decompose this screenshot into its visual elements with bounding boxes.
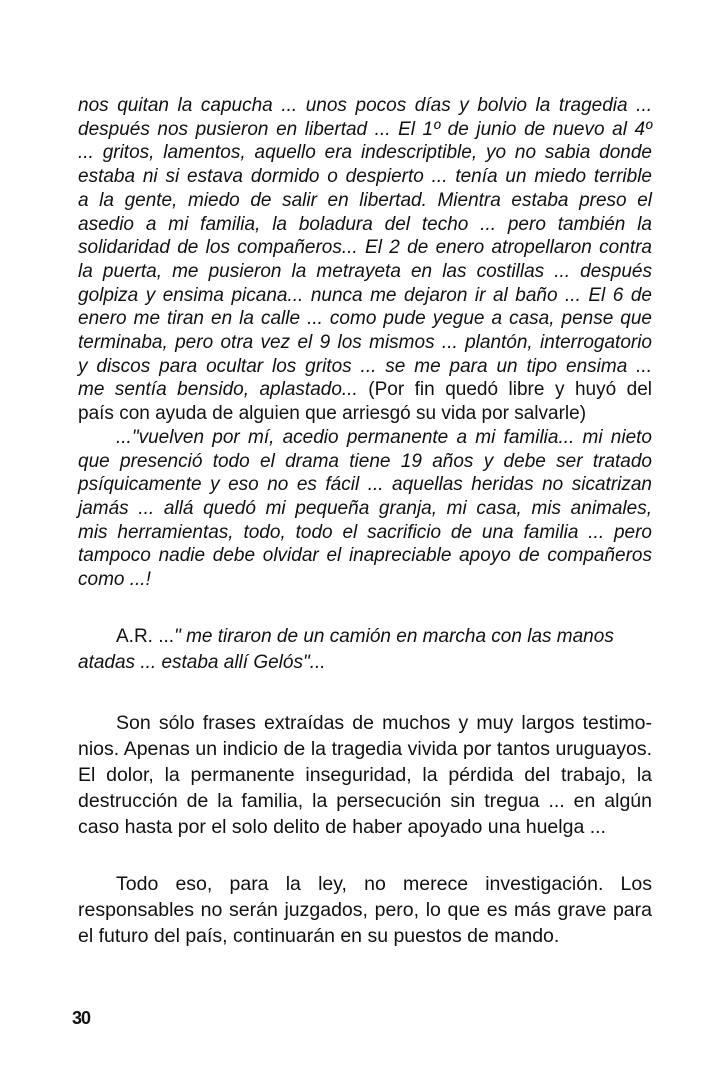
testimony-line: y discos para ocultar los gritos ... se me para un tipo ensima ... — [78, 355, 652, 377]
testimony-line: terminaba, pero otra vez el 9 los mismos ... plantón, interrogatorio — [78, 332, 652, 354]
testimony-line: tampoco nadie debe olvidar el inapreciable apoyo de compañeros — [78, 545, 652, 567]
paragraph-line: Todo eso, para la ley, no merece investigación. Los — [116, 872, 652, 895]
testimony-line: jamás ... allá quedó mi pequeña granja, mi casa, mis animales, — [78, 497, 652, 519]
testimony-line: ... gritos, lamentos, aquello era indescriptible, yo no sabia donde — [78, 142, 652, 164]
editor-note-start: (Por fin quedó libre y huyó del — [368, 379, 653, 401]
testimony-line: estaba ni si estava dormido o despierto ... tenía un miedo terrible — [78, 166, 652, 188]
ar-testimony-line — [78, 624, 652, 650]
testimony-line: ..."vuelven por mí, acedio permanente a mi familia... mi nieto — [116, 426, 652, 448]
testimony-line: después nos pusieron en libertad ... El 1º de junio de nuevo al 4º — [78, 118, 652, 140]
testimony-line: a la gente, miedo de salir en libertad. Mientra estaba preso el — [78, 189, 652, 211]
paragraph-line: caso hasta por el solo delito de haber apoyado una huelga ... — [78, 815, 606, 838]
editor-note-end: país con ayuda de alguien que arriesgó su vida por salvarle) — [78, 403, 587, 425]
testimony-line: que presenció todo el drama tiene 19 años y debe ser tratado — [78, 450, 652, 472]
ar-initials: A.R. ... — [116, 625, 175, 647]
testimony-line: solidaridad de los compañeros... El 2 de enero atropellaron contra — [78, 237, 652, 259]
paragraph-conclusion — [78, 871, 652, 949]
ar-testimony — [78, 624, 652, 676]
testimony-line: como ...! — [78, 569, 151, 591]
paragraph-line: responsables no serán juzgados, pero, lo que es más grave para — [78, 898, 652, 921]
page-number: 30 — [72, 1008, 91, 1028]
paragraph-line: destrucción de la familia, la persecución sin tregua ... en algún — [78, 789, 652, 812]
testimony-line-with-note — [78, 378, 652, 402]
testimony-line: psíquicamente y eso no es fácil ... aquellas heridas no sicatrizan — [78, 474, 652, 496]
paragraph-line: El dolor, la permanente inseguridad, la pérdida del trabajo, la — [78, 763, 652, 786]
ar-quote-start: " me tiraron de un camión en marcha con las manos — [174, 625, 614, 647]
page-content — [78, 94, 652, 949]
paragraph-line: el futuro del país, continuarán en su puestos de mando. — [78, 924, 560, 947]
testimony-line: la puerta, me pusieron la metrayeta en las costillas ... después — [78, 260, 652, 282]
testimony-line: asedio a mi familia, la boladura del techo ... pero también la — [78, 213, 652, 235]
testimony-line: mis herramientas, todo, todo el sacrificio de una familia ... pero — [78, 521, 652, 543]
paragraph-summary — [78, 710, 652, 840]
testimony-block — [78, 94, 652, 592]
testimony-line: nos quitan la capucha ... unos pocos días y bolvio la tragedia ... — [78, 95, 652, 116]
testimony-line-end: me sentía bensido, aplastado... — [78, 379, 358, 401]
testimony-line: golpiza y ensima picana... nunca me dejaron ir al baño ... El 6 de — [78, 284, 652, 306]
paragraph-line: Son sólo frases extraídas de muchos y muy largos testimo- — [116, 711, 652, 734]
paragraph-line: nios. Apenas un indicio de la tragedia vivida por tantos uruguayos. — [78, 737, 652, 760]
testimony-line: enero me tiran en la calle ... como pude yegue a casa, pense que — [78, 308, 652, 330]
ar-testimony-line: atadas ... estaba allí Gelós"... — [78, 651, 326, 673]
